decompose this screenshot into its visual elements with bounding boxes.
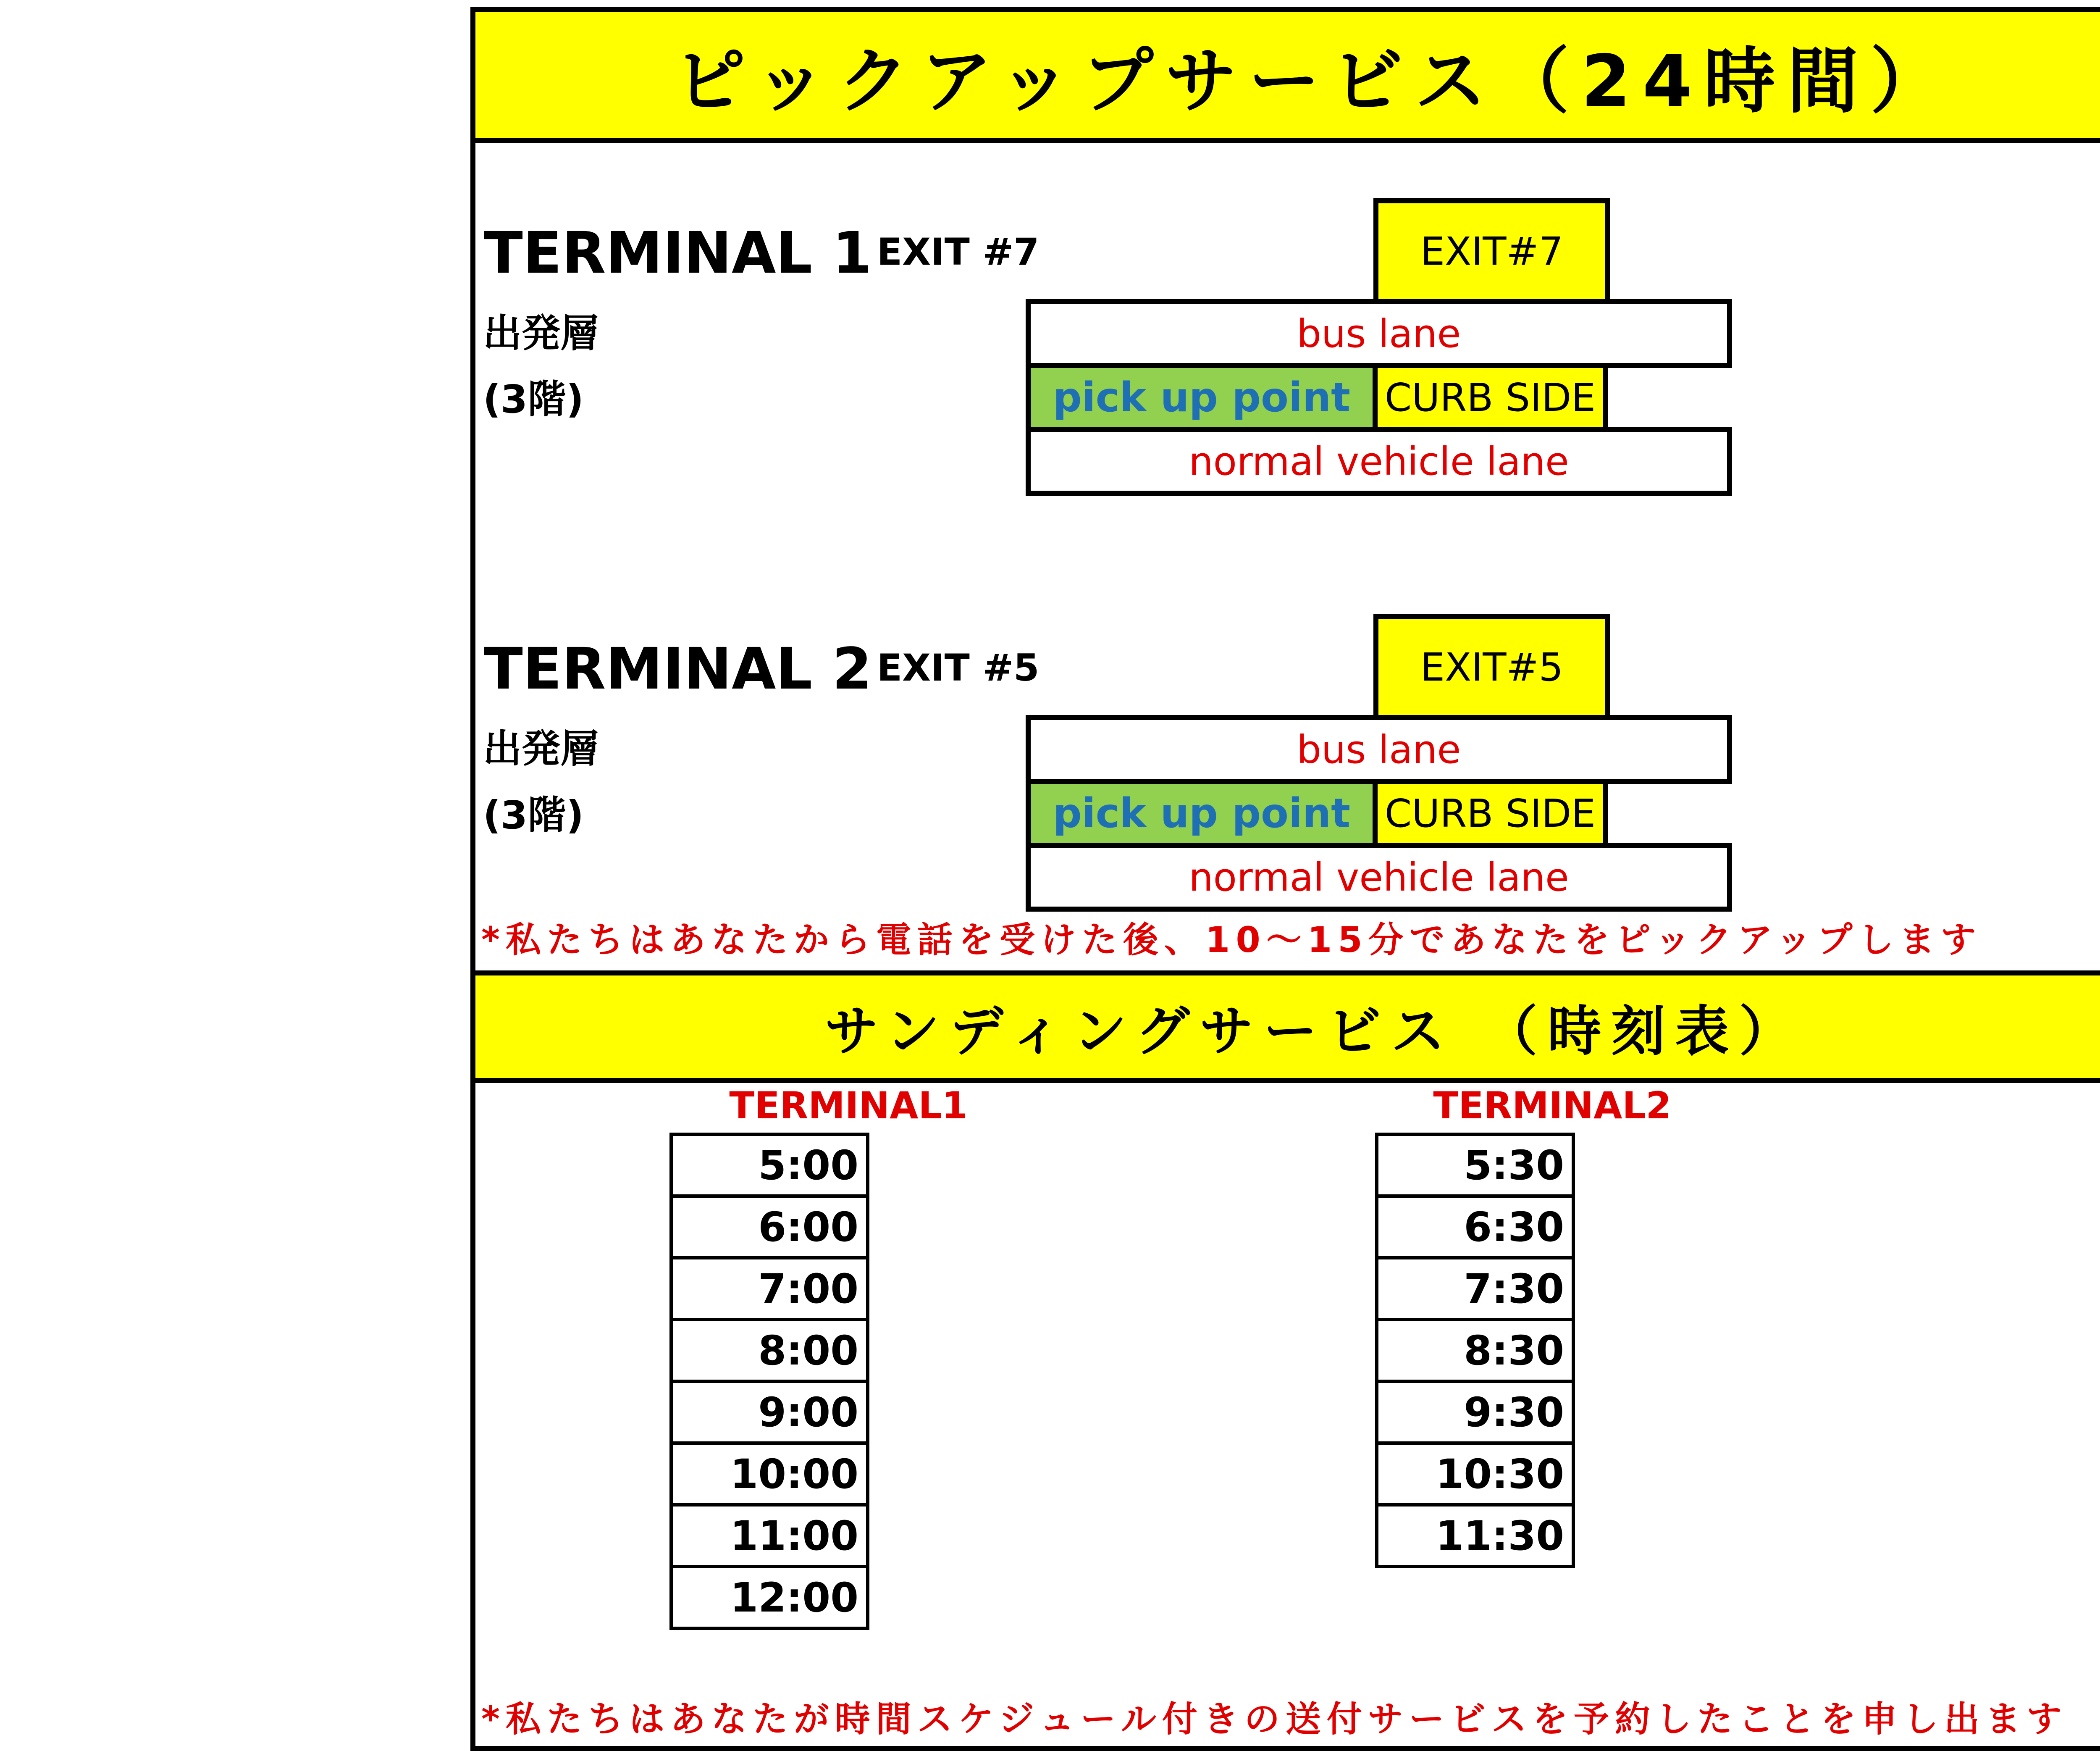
time-cell: 6:00 bbox=[673, 1198, 866, 1259]
pickup-service-header: ピックアップサービス（24時間） bbox=[475, 12, 2100, 143]
time-cell: 5:00 bbox=[673, 1136, 866, 1198]
terminal-1-curb-side: CURB SIDE bbox=[1373, 363, 1608, 432]
time-cell: 11:30 bbox=[1378, 1506, 1572, 1568]
timetable-terminal-2-label: TERMINAL2 bbox=[1433, 1084, 1672, 1127]
terminal-2-floor-number: (3階) bbox=[483, 793, 584, 838]
time-cell: 7:30 bbox=[1378, 1259, 1572, 1321]
time-cell: 10:30 bbox=[1378, 1445, 1572, 1506]
terminal-1-exit-box: EXIT#7 bbox=[1373, 198, 1610, 304]
terminal-2-exit-box: EXIT#5 bbox=[1373, 614, 1610, 720]
time-cell: 8:00 bbox=[673, 1321, 866, 1383]
time-cell: 8:30 bbox=[1378, 1321, 1572, 1383]
terminal-2-pick-up-point: pick up point bbox=[1026, 779, 1378, 848]
terminal-1-bus-lane: bus lane bbox=[1026, 299, 1732, 368]
terminal-1-title: TERMINAL 1 bbox=[484, 220, 872, 287]
terminal-2-curb-side: CURB SIDE bbox=[1373, 779, 1608, 848]
terminal-1-floor-number: (3階) bbox=[483, 377, 584, 422]
sending-note: *私たちはあなたが時間スケジュール付きの送付サービスを予約したことを申し出ます bbox=[481, 1698, 2068, 1740]
time-cell: 9:00 bbox=[673, 1383, 866, 1445]
timetable-terminal-1-label: TERMINAL1 bbox=[729, 1084, 968, 1127]
time-cell: 7:00 bbox=[673, 1259, 866, 1321]
time-cell: 10:00 bbox=[673, 1445, 866, 1506]
time-cell: 9:30 bbox=[1378, 1383, 1572, 1445]
time-cell: 5:30 bbox=[1378, 1136, 1572, 1198]
pickup-note: *私たちはあなたから電話を受けた後、10〜15分であなたをピックアップします bbox=[481, 919, 1982, 960]
terminal-2-bus-lane: bus lane bbox=[1026, 715, 1732, 784]
timetable-terminal-2 bbox=[1375, 1133, 1575, 1568]
terminal-1-floor: 出発層 bbox=[483, 311, 599, 356]
terminal-2-exit-label: EXIT #5 bbox=[877, 646, 1040, 689]
time-cell: 12:00 bbox=[673, 1568, 866, 1630]
terminal-1-pick-up-point: pick up point bbox=[1026, 363, 1378, 432]
terminal-2-floor: 出発層 bbox=[483, 726, 599, 771]
terminal-2-title: TERMINAL 2 bbox=[484, 636, 872, 702]
terminal-2-vehicle-lane: normal vehicle lane bbox=[1026, 843, 1732, 912]
time-cell: 6:30 bbox=[1378, 1198, 1572, 1259]
timetable-terminal-1 bbox=[669, 1133, 869, 1630]
time-cell: 11:00 bbox=[673, 1506, 866, 1568]
sending-service-header: サンディングサービス （時刻表） bbox=[475, 970, 2100, 1083]
terminal-1-vehicle-lane: normal vehicle lane bbox=[1026, 427, 1732, 496]
terminal-1-exit-label: EXIT #7 bbox=[877, 230, 1040, 273]
